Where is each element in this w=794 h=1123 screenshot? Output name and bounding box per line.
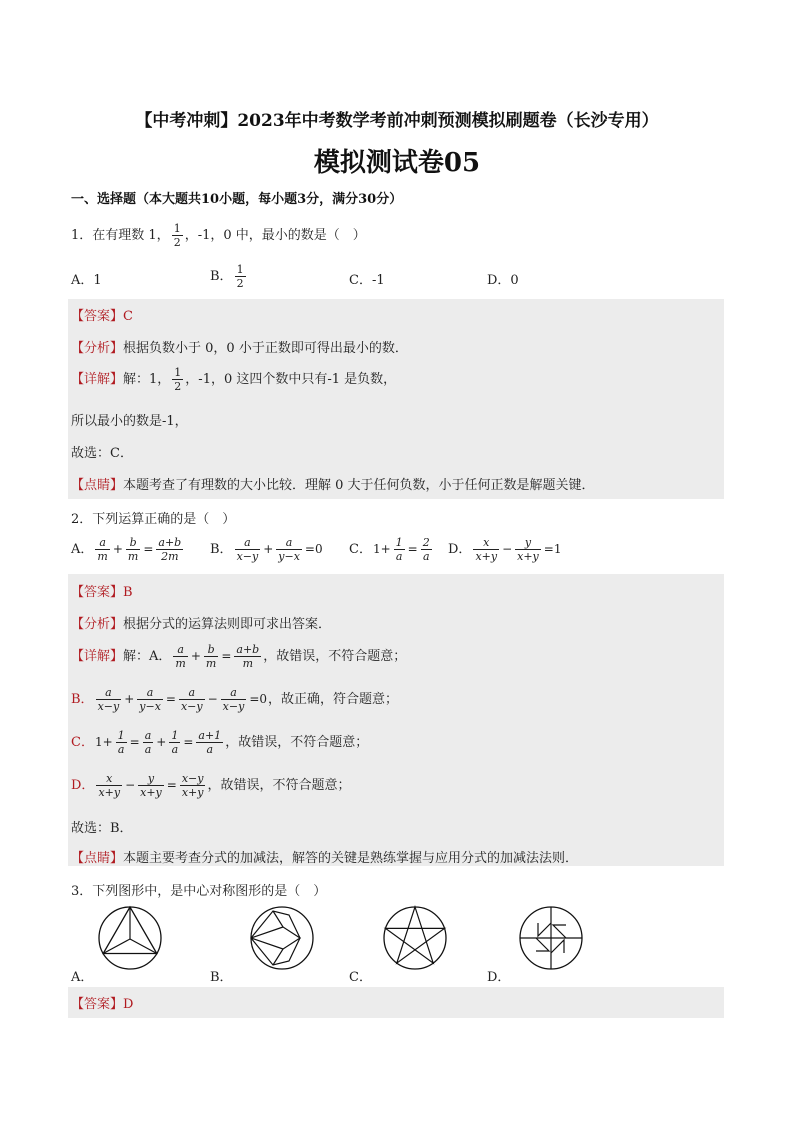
q1-analysis: 【分析】根据负数小于 0，0 小于正数即可得出最小的数． [71, 341, 408, 356]
q2-analysis: 【分析】根据分式的运算法则即可求出答案． [71, 617, 332, 632]
q1-answer: 【答案】C [71, 309, 133, 324]
q2-conclusion: 故选：B． [71, 821, 133, 836]
q2-stem: 2．下列运算正确的是（ ） [71, 512, 236, 527]
q1-option-b: B． $\frac{1}{2}$ [210, 263, 244, 290]
q2-option-c: C．1+ $\frac{1}{a}$ = $\frac{2}{a}$ [349, 536, 430, 563]
q2-detail-c: C．1+ $\frac{1}{a}$ = $\frac{a}{a}$ + $\frac{1}{a}$ = $\frac{a+1}{a}$ ，故错误，不符合题意； [71, 729, 369, 756]
q3-label-b: B． [210, 970, 233, 985]
q1-detail: 【详解】解：1， $\frac{1}{2}$ ，-1，0 这四个数中只有-1 是负数， [71, 366, 397, 393]
q2-option-a: A． $\frac{a}{m}$ + $\frac{b}{m}$ = $\frac{a+b}{2m}$ [71, 536, 182, 563]
q3-figure-b [249, 905, 315, 971]
q3-figure-d [518, 905, 584, 971]
q3-answer: 【答案】D [71, 997, 134, 1012]
test-subtitle: 模拟测试卷05 [313, 148, 481, 178]
q1-detail-line2: 所以最小的数是-1， [71, 414, 188, 429]
q2-option-b: B． $\frac{a}{x-y}$ + $\frac{a}{y-x}$ =0 [210, 536, 323, 563]
q3-solution-block [68, 987, 724, 1018]
q2-detail-d: D． $\frac{x}{x+y}$ − $\frac{y}{x+y}$ = $\frac{x-y}{x+y}$ ，故错误，不符合题意； [71, 772, 351, 799]
q2-detail-a: 【详解】解：A． $\frac{a}{m}$ + $\frac{b}{m}$ = $\frac{a+b}{m}$ ，故错误，不符合题意； [71, 643, 407, 670]
q3-label-d: D． [487, 970, 511, 985]
q2-detail-b: B． $\frac{a}{x-y}$ + $\frac{a}{y-x}$ = $\frac{a}{x-y}$ − $\frac{a}{x-y}$ =0，故正确，符合题意； [71, 686, 399, 713]
q2-comment: 【点睛】本题主要考查分式的加减法，解答的关键是熟练掌握与应用分式的加减法法则． [71, 851, 579, 866]
q1-comment: 【点睛】本题考查了有理数的大小比较．理解 0 大于任何负数，小于任何正数是解题关键． [71, 478, 595, 493]
section-heading: 一、选择题（本大题共10小题，每小题3分，满分30分） [71, 192, 403, 207]
q1-stem: 1．在有理数 1， $\frac{1}{2}$ ，-1，0 中，最小的数是（ ） [71, 222, 366, 249]
document-title: 【中考冲刺】2023年中考数学考前冲刺预测模拟刷题卷（长沙专用） [135, 111, 659, 131]
q3-label-a: A． [71, 970, 94, 985]
q1-option-d: D．0 [487, 273, 519, 288]
q3-figure-a [97, 905, 163, 971]
q1-option-a: A．1 [71, 273, 102, 288]
q3-label-c: C． [349, 970, 372, 985]
q1-solution-block [68, 299, 724, 499]
q1-detail-line3: 故选：C． [71, 446, 133, 461]
q1-option-c: C．-1 [349, 273, 385, 288]
q3-stem: 3．下列图形中，是中心对称图形的是（ ） [71, 884, 327, 899]
q2-answer: 【答案】B [71, 585, 133, 600]
q2-option-d: D． $\frac{x}{x+y}$ − $\frac{y}{x+y}$ =1 [448, 536, 562, 563]
q3-figure-c [382, 905, 448, 971]
